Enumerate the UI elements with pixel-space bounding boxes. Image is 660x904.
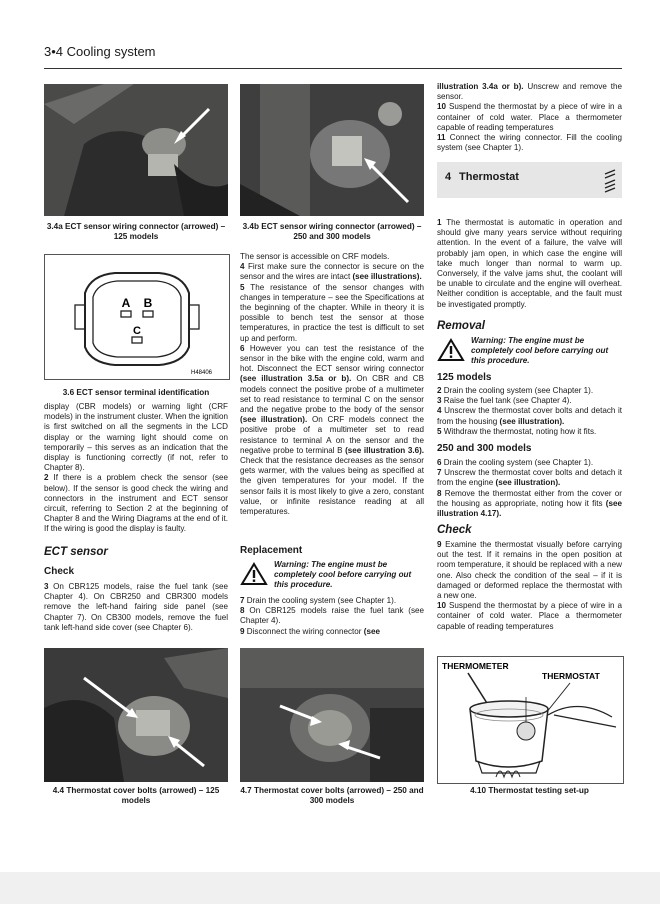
col3-250-steps: 6 Drain the cooling system (see Chapter 1). 7 Unscrew the thermostat cover bolts and detach it from the engine (see illustration). 8 Remove the thermostat either from the cover or the housing as appropriate, noting how it fits (see illustration 4.17). bbox=[437, 458, 623, 519]
col3-check-text: 9 Examine the thermostat visually before carrying out the test. If it remains in the open position at room temperature, it should be replaced with a new one. Also check the condition of the seal – if it is damaged or deformed replace the thermostat with a new one. 10 Suspend the thermostat by a piece of wire in a container of cold water. Place a thermometer capable of reading temperatures bbox=[437, 540, 623, 631]
warning-text-removal: Warning: The engine must be completely cool before carrying out this procedure. bbox=[471, 336, 609, 366]
col1-para2: 2 If there is a problem check the sensor (see below). If the sensor is good check the wiring and connectors in the instrument and ECT sensor circuit, referring to Section 2 at the beginning of Chapter 8 and the Wiring Diagrams at the end of it. If the wiring is good the display is faulty. bbox=[44, 473, 228, 534]
heading-125-models: 125 models bbox=[437, 372, 492, 383]
section-title: Thermostat bbox=[459, 171, 519, 183]
heading-ect-sensor: ECT sensor bbox=[44, 546, 108, 558]
diagram-ref: H48406 bbox=[191, 370, 213, 376]
caption-4-7: 4.7 Thermostat cover bolts (arrowed) – 250 and 300 models bbox=[240, 786, 424, 805]
thermostat-label: THERMOSTAT bbox=[542, 671, 600, 681]
photo-3-4b bbox=[240, 84, 424, 216]
col3-para1: 1 The thermostat is automatic in operation and should give many years service without requiring attention. In the event of a failure, the valve will probably jam open, in which case the engine will take much longer than normal to warm up. Conversely, if the valve jams shut, the coolant will be unable to circulate and the engine will overheat. Neither condition is acceptable, and the fault must be investigated promptly. bbox=[437, 218, 622, 309]
warning-text-replacement: Warning: The engine must be completely cool before carrying out this procedure. bbox=[274, 560, 412, 590]
warning-triangle-icon bbox=[437, 338, 465, 362]
chapter-title: Cooling system bbox=[66, 44, 156, 59]
col3-125-steps: 2 Drain the cooling system (see Chapter 1). 3 Raise the fuel tank (see Chapter 4). 4 Unscrew the thermostat cover bolts and detach it from the housing (see illustration). 5 Withdraw the thermostat, noting how it fits. bbox=[437, 386, 623, 436]
col2-para4: 4 First make sure the connector is secure on the sensor and the wires are intact (see illustrations). bbox=[240, 262, 424, 282]
photo-4-7 bbox=[240, 648, 424, 782]
terminal-c-label: C bbox=[133, 325, 141, 337]
caption-4-4: 4.4 Thermostat cover bolts (arrowed) – 125 models bbox=[52, 786, 220, 805]
thermometer-label: THERMOMETER bbox=[442, 661, 509, 671]
section-number: 4 bbox=[445, 171, 452, 183]
photo-4-4 bbox=[44, 648, 228, 782]
page-number: 3•4 bbox=[44, 44, 64, 59]
caption-3-4b: 3.4b ECT sensor wiring connector (arrowed) – 250 and 300 models bbox=[242, 222, 422, 241]
col2-para5: 5 The resistance of the sensor changes with changes in temperature – see the Specifications at the beginning of the chapter. While in theory it is possible to bench test the sensor at those temperatures, in practice the test is difficult to set up and perform. bbox=[240, 282, 424, 343]
heading-250-300-models: 250 and 300 models bbox=[437, 443, 532, 454]
warning-triangle-icon bbox=[240, 562, 268, 586]
col2-intro: The sensor is accessible on CRF models. bbox=[240, 252, 390, 261]
section-4-heading-box bbox=[437, 162, 622, 198]
heading-check-thermostat: Check bbox=[437, 524, 472, 536]
heading-replacement: Replacement bbox=[240, 545, 303, 556]
caption-3-6: 3.6 ECT sensor terminal identification bbox=[62, 388, 210, 397]
col2-para6: 6 However you can test the resistance of the sensor in the bike with the engine cold, warm and hot. Disconnect the ECT sensor wiring connector (see illustration 3.5a or b). On CBR and CB models connect the positive probe of a multimeter set to read resistance to terminal C on the sensor and the negative probe to the body of the sensor (see illustration). On CRF models connect the positive probe of a multimeter set to read resistance to terminal A on the sensor and the negative probe to terminal B (see illustration 3.6). Check that the resistance decreases as the sensor gets warmer, with the values being as specified at the given temperatures for your model. If the sensor fails it is most likely to give a zero, constant value, or infinite resistance reading at all temperatures. bbox=[240, 343, 425, 517]
header-rule bbox=[44, 68, 622, 69]
difficulty-spanner-icon bbox=[603, 168, 617, 194]
col1-para1: display (CBR models) or warning light (CRF models) in the instrument cluster. When the ignition is first switched on all the segments in the LCD display or the warning light should come on temporarily – this serves as an indication that the display is functioning correctly (if not, refer to Chapter 8). bbox=[44, 402, 228, 473]
page-bottom-band bbox=[0, 872, 660, 904]
diagram-4-10 bbox=[437, 656, 624, 784]
warning-box-replacement bbox=[240, 560, 424, 596]
terminal-a-label: A bbox=[121, 296, 131, 310]
warning-box-removal bbox=[437, 336, 622, 370]
col1-para3: 3 On CBR125 models, raise the fuel tank (see Chapter 4). On CBR250 and CBR300 models remove the left-hand fairing side panel (see Chapter 7). On CB300 models, remove the fuel tank left-hand side cover (see Chapter 6). bbox=[44, 582, 228, 632]
col3-top-text: illustration 3.4a or b). Unscrew and remove the sensor. 10 Suspend the thermostat by a piece of wire in a container of cold water. Place a thermometer capable of reading temperatures 11 Connect the wiring connector. Fill the cooling system (see Chapter 1). bbox=[437, 82, 623, 153]
page-header bbox=[44, 44, 156, 59]
col2-steps: 7 Drain the cooling system (see Chapter 1). 8 On CBR125 models raise the fuel tank (see Chapter 4). 9 Disconnect the wiring connector (see bbox=[240, 596, 424, 636]
caption-3-4a: 3.4a ECT sensor wiring connector (arrowed) – 125 models bbox=[46, 222, 226, 241]
col1-text bbox=[44, 402, 228, 535]
photo-3-4a bbox=[44, 84, 228, 216]
terminal-b-label: B bbox=[143, 296, 153, 310]
heading-check-ect: Check bbox=[44, 566, 75, 577]
caption-4-10: 4.10 Thermostat testing set-up bbox=[470, 786, 589, 795]
heading-removal: Removal bbox=[437, 320, 485, 332]
col2-text bbox=[240, 252, 424, 517]
diagram-3-6 bbox=[44, 254, 230, 380]
